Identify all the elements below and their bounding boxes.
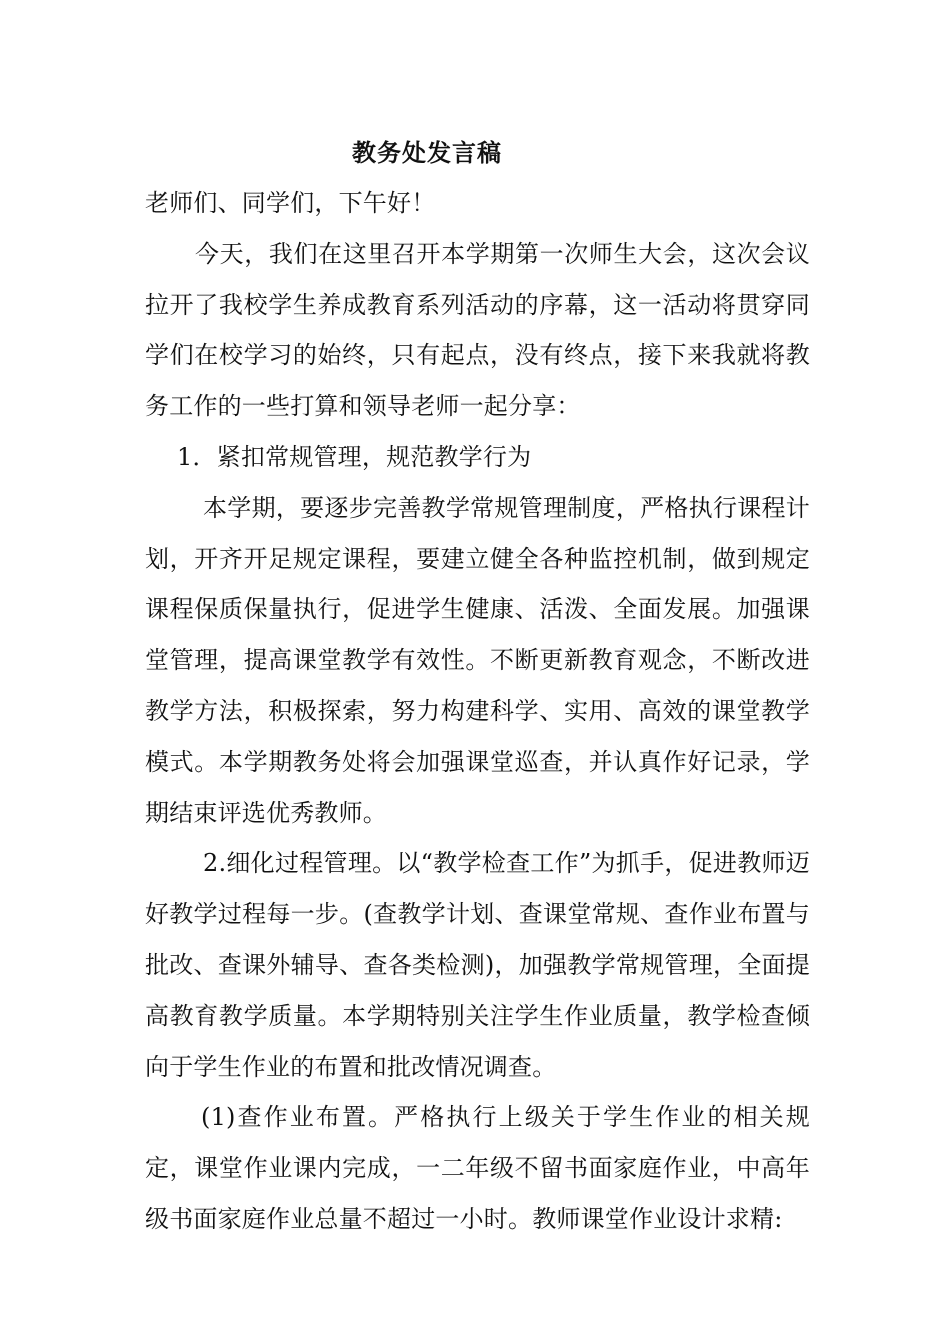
intro-paragraph: 今天，我们在这里召开本学期第一次师生大会，这次会议拉开了我校学生养成教育系列活动的序幕，这一活动将贯穿同学们在校学习的始终，只有起点，没有终点，接下来我就将教务工作的一些打算和领导老师一起分享： [145, 239, 810, 421]
homework-check-paragraph: (1)查作业布置。严格执行上级关于学生作业的相关规定，课堂作业课内完成，一二年级不留书面家庭作业，中高年级书面家庭作业总量不超过一小时。教师课堂作业设计求精: [145, 1103, 810, 1233]
routine-management-paragraph: 本学期，要逐步完善教学常规管理制度，严格执行课程计划，开齐开足规定课程，要建立健全各种监控机制，做到规定课程保质保量执行，促进学生健康、活泼、全面发展。加强课堂管理，提高课堂教学有效性。不断更新教育观念，不断改进教学方法，积极探索，努力构建科学、实用、高效的课堂教学模式。本学期教务处将会加强课堂巡查，并认真作好记录，学期结束评选优秀教师。 [145, 493, 810, 827]
process-management-paragraph: 2.细化过程管理。以“教学检查工作”为抓手，促进教师迈好教学过程每一步。(查教学计划、查课堂常规、查作业布置与批改、查课外辅导、查各类检测)，加强教学常规管理，全面提高教育教学质量。本学期特别关注学生作业质量，教学检查倾向于学生作业的布置和批改情况调查。 [145, 849, 810, 1081]
document-body [145, 128, 810, 1245]
document-title: 教务处发言稿 [352, 139, 502, 167]
greeting-line: 老师们、同学们，下午好！ [145, 189, 436, 217]
section-heading-1: 1．紧扣常规管理，规范教学行为 [177, 442, 532, 471]
